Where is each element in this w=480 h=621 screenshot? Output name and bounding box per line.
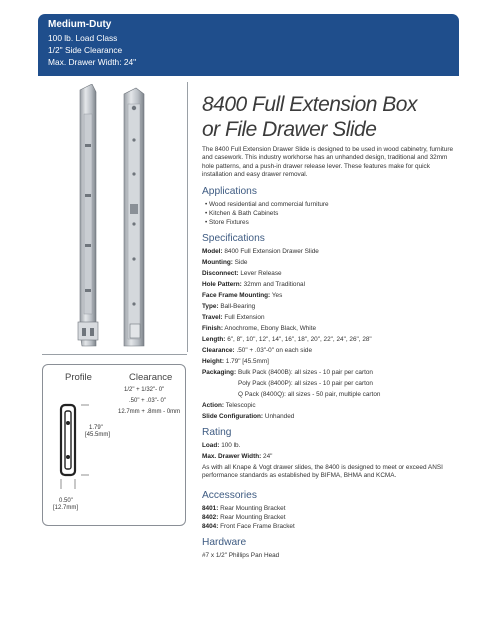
clearance-fraction: 1/2" + 1/32"- 0": [124, 387, 165, 393]
rating-row: Load: 100 lb.: [202, 442, 241, 449]
profile-heading: Profile: [65, 372, 92, 383]
load-class: 100 lb. Load Class: [48, 33, 118, 43]
application-item: • Wood residential and commercial furniture: [205, 201, 329, 208]
accessories-heading: Accessories: [202, 490, 257, 501]
slide-side-view: [78, 84, 98, 346]
hardware-line: #7 x 1/2" Phillips Pan Head: [202, 552, 280, 559]
rating-row: Max. Drawer Width: 24": [202, 453, 273, 460]
header-banner: [38, 14, 459, 76]
rating-note: As with all Knape & Vogt drawer slides, the 8400 is designed to meet or exceed ANSI performance standards as established by BIFMA, BHMA and KCMA.: [202, 464, 443, 480]
page-title-line1: 8400 Full Extension Box: [202, 93, 417, 116]
max-drawer-width: Max. Drawer Width: 24": [48, 57, 137, 67]
page-title-line2: or File Drawer Slide: [202, 118, 377, 141]
packaging-q: Q Pack (8400Q): all sizes - 50 pair, multiple carton: [238, 391, 381, 398]
profile-height-mm: [45.5mm]: [85, 432, 111, 438]
application-item: • Store Fixtures: [205, 219, 249, 226]
rating-heading: Rating: [202, 427, 232, 438]
packaging-row: Packaging:: [202, 369, 237, 376]
spec-row: Hole Pattern: 32mm and Traditional: [202, 281, 306, 288]
accessory-row: 8402: Rear Mounting Bracket: [202, 514, 286, 521]
profile-width-in: 0.50": [59, 498, 73, 504]
specifications-heading: Specifications: [202, 233, 265, 244]
spec-row: Clearance: .50" + .03"-0" on each side: [202, 347, 313, 354]
spec-row: Mounting: Side: [202, 259, 248, 266]
spec-row: Slide Configuration: Unhanded: [202, 413, 295, 420]
profile-height-in: 1.79": [89, 425, 103, 431]
packaging-bulk: Bulk Pack (8400B): all sizes - 10 pair per carton: [238, 369, 373, 376]
spec-row: Model: 8400 Full Extension Drawer Slide: [202, 248, 319, 255]
spec-row: Type: Ball-Bearing: [202, 303, 256, 310]
applications-heading: Applications: [202, 186, 257, 197]
side-clearance: 1/2" Side Clearance: [48, 45, 123, 55]
profile-width-mm: [12.7mm]: [53, 505, 79, 511]
spec-row: Action: Telescopic: [202, 402, 256, 409]
duty-label: Medium-Duty: [48, 19, 112, 30]
vertical-divider: [187, 82, 188, 352]
application-item: • Kitchen & Bath Cabinets: [205, 210, 279, 217]
product-photo: [44, 84, 184, 352]
slide-front-view: [124, 88, 144, 346]
hardware-heading: Hardware: [202, 537, 247, 548]
spec-row: Length: 6", 8", 10", 12", 14", 16", 18", 20", 22", 24", 26", 28": [202, 336, 372, 343]
spec-row: Travel: Full Extension: [202, 314, 265, 321]
clearance-heading: Clearance: [129, 372, 173, 383]
packaging-poly: Poly Pack (8400P): all sizes - 10 pair per carton: [238, 380, 373, 387]
accessory-row: 8404: Front Face Frame Bracket: [202, 523, 295, 530]
clearance-decimal: .50" + .03"- 0": [129, 398, 166, 404]
horizontal-divider: [42, 354, 187, 355]
spec-row: Face Frame Mounting: Yes: [202, 292, 283, 299]
profile-drawing: [51, 393, 91, 493]
profile-clearance-box: [42, 364, 186, 526]
accessory-row: 8401: Rear Mounting Bracket: [202, 505, 286, 512]
intro-paragraph: The 8400 Full Extension Drawer Slide is designed to be used in wood cabinetry, furniture and casework. This industry workhorse has an unhanded design, traditional and 32mm hole patterns, and a push-in drawer release lever. These features make for quick installation and easy drawer removal.: [202, 146, 454, 179]
clearance-metric: 12.7mm + .8mm - 0mm: [118, 409, 181, 415]
spec-row: Height: 1.79" [45.5mm]: [202, 358, 269, 365]
spec-row: Finish: Anochrome, Ebony Black, White: [202, 325, 317, 332]
spec-row: Disconnect: Lever Release: [202, 270, 282, 277]
